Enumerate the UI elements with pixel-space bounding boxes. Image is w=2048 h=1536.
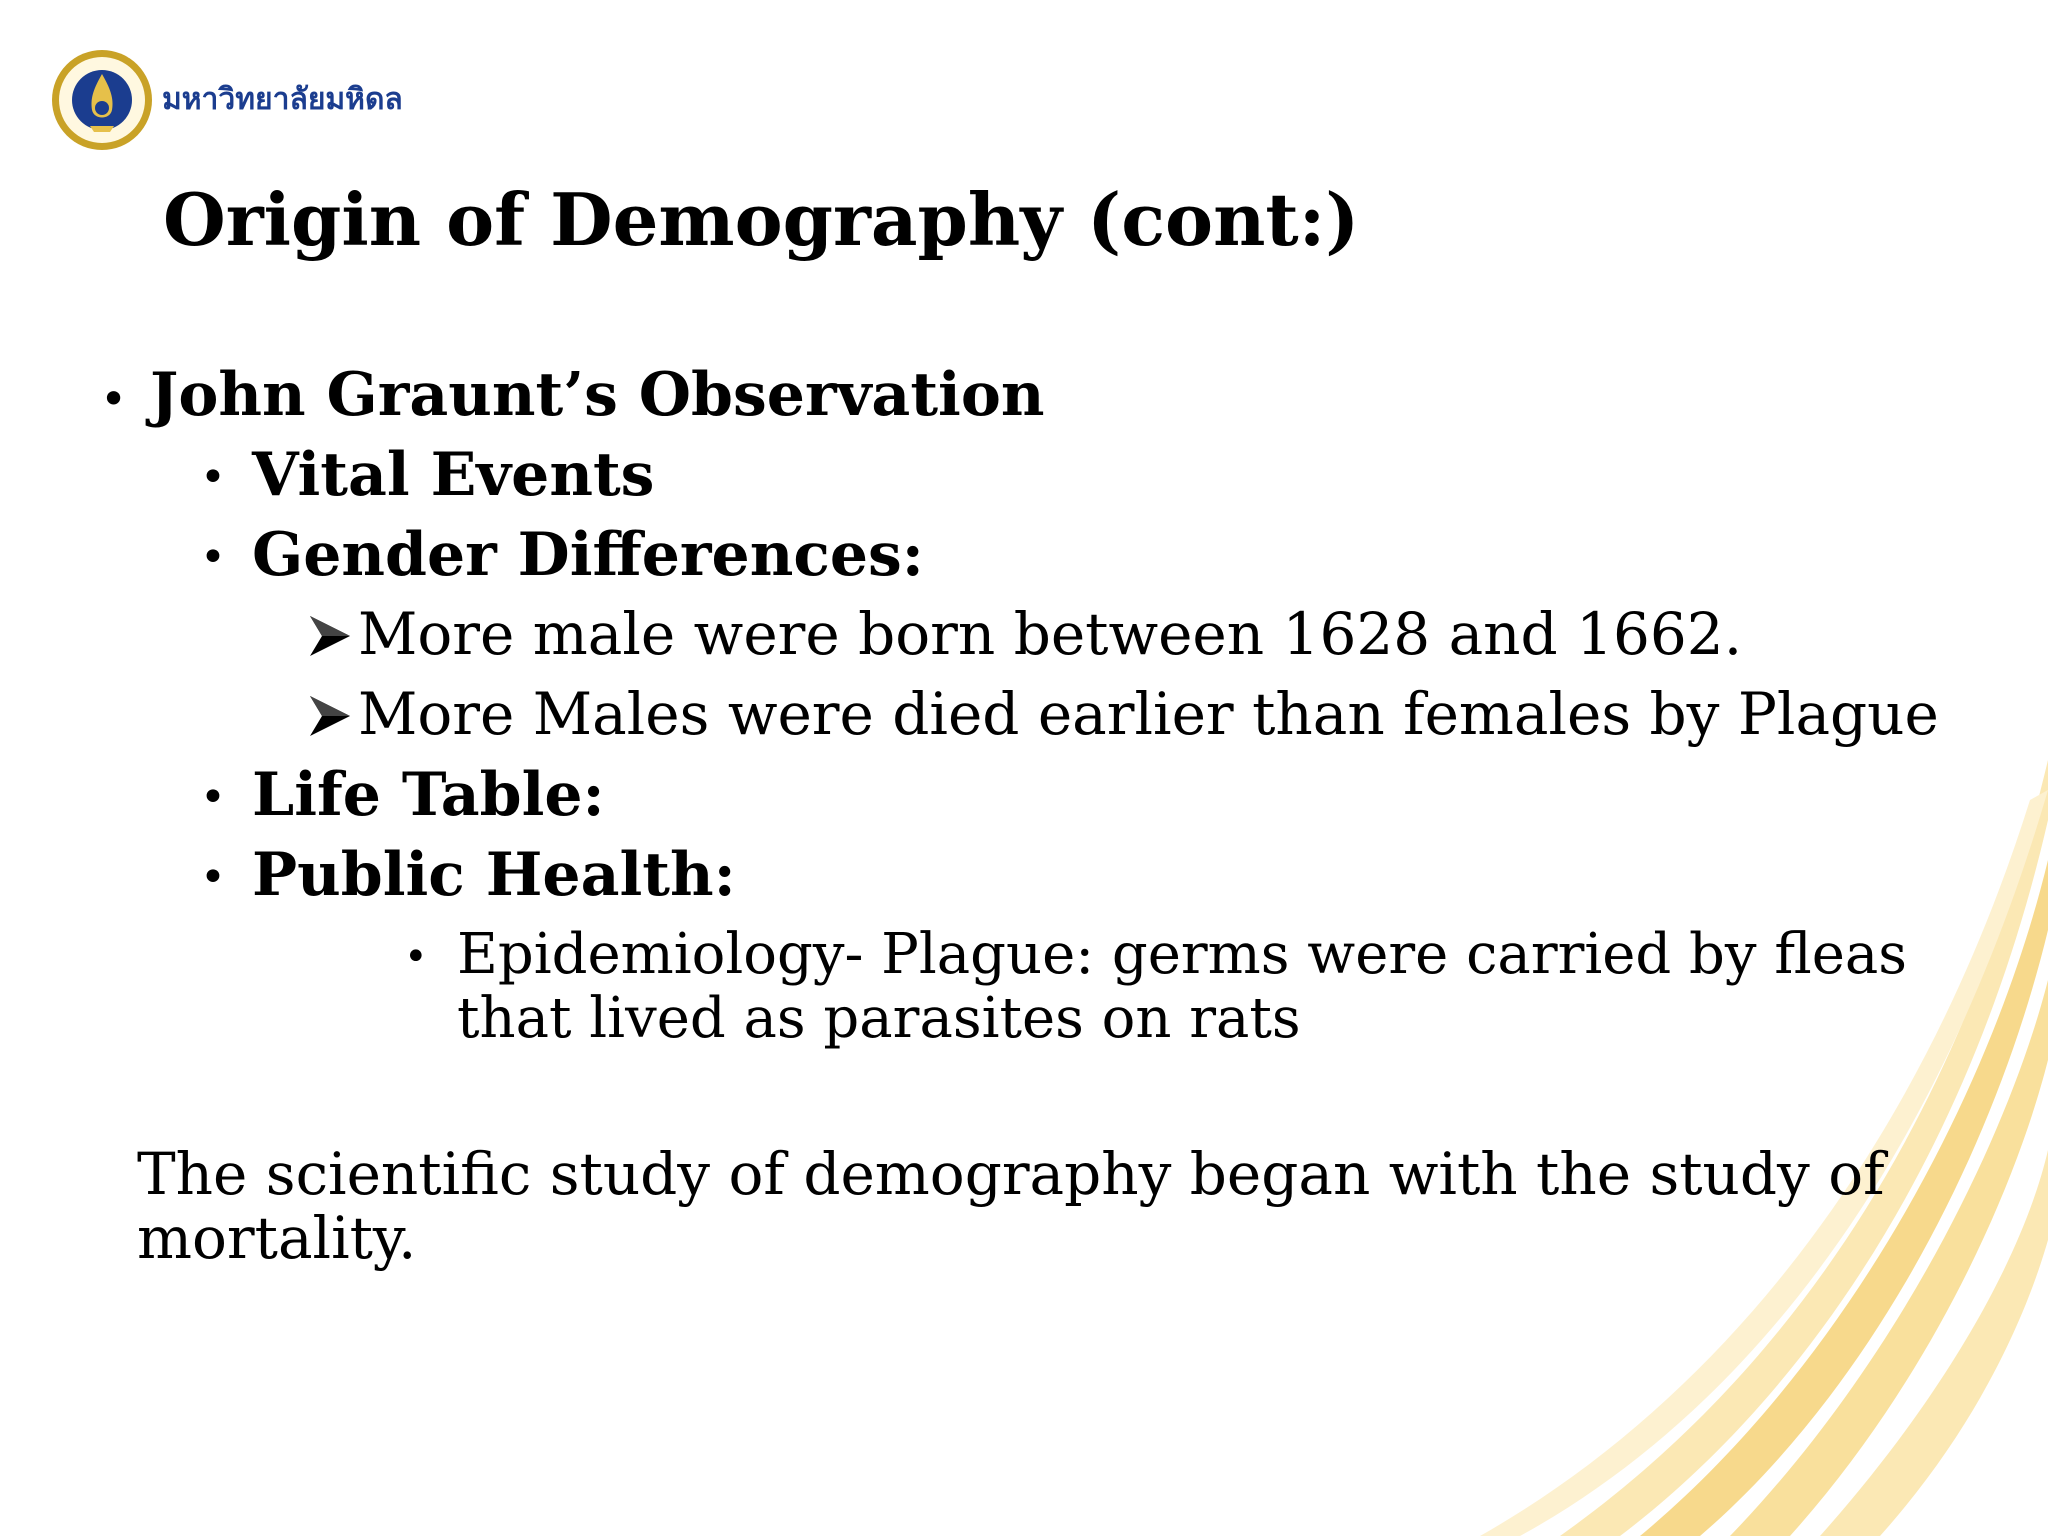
bullet-dot-icon: • xyxy=(100,372,128,426)
bullet-public-health: Public Health: xyxy=(252,840,736,910)
bullet-dot-icon: • xyxy=(200,852,226,903)
bullet-dot-icon: • xyxy=(200,772,226,823)
slide-title: Origin of Demography (cont:) xyxy=(163,177,1360,262)
bullet-life-table: Life Table: xyxy=(252,760,605,830)
bullet-dot-icon: • xyxy=(404,934,428,980)
bullet-gender-differences: Gender Differences: xyxy=(252,520,924,590)
university-name: มหาวิทยาลัยมหิดล xyxy=(162,82,403,117)
bullet-dot-icon: • xyxy=(200,532,226,583)
arrow-bullet-icon xyxy=(306,612,354,660)
bullet-vital-events: Vital Events xyxy=(252,440,655,510)
bullet-epidemiology-line2: that lived as parasites on rats xyxy=(457,986,1301,1051)
university-logo xyxy=(50,48,430,158)
bullet-epidemiology-line1: Epidemiology- Plague: germs were carried by fleas xyxy=(457,922,1907,987)
bullet-john-graunt: John Graunt’s Observation xyxy=(150,360,1045,430)
closing-note: The scientific study of demography began with the study of mortality. xyxy=(137,1140,1885,1272)
bullet-dot-icon: • xyxy=(200,452,226,503)
mahidol-seal-icon xyxy=(50,48,154,152)
arrow-bullet-icon xyxy=(306,692,354,740)
arrow-item-males-died: More Males were died earlier than females by Plague xyxy=(358,680,1939,748)
arrow-item-male-born: More male were born between 1628 and 1662. xyxy=(358,600,1743,668)
